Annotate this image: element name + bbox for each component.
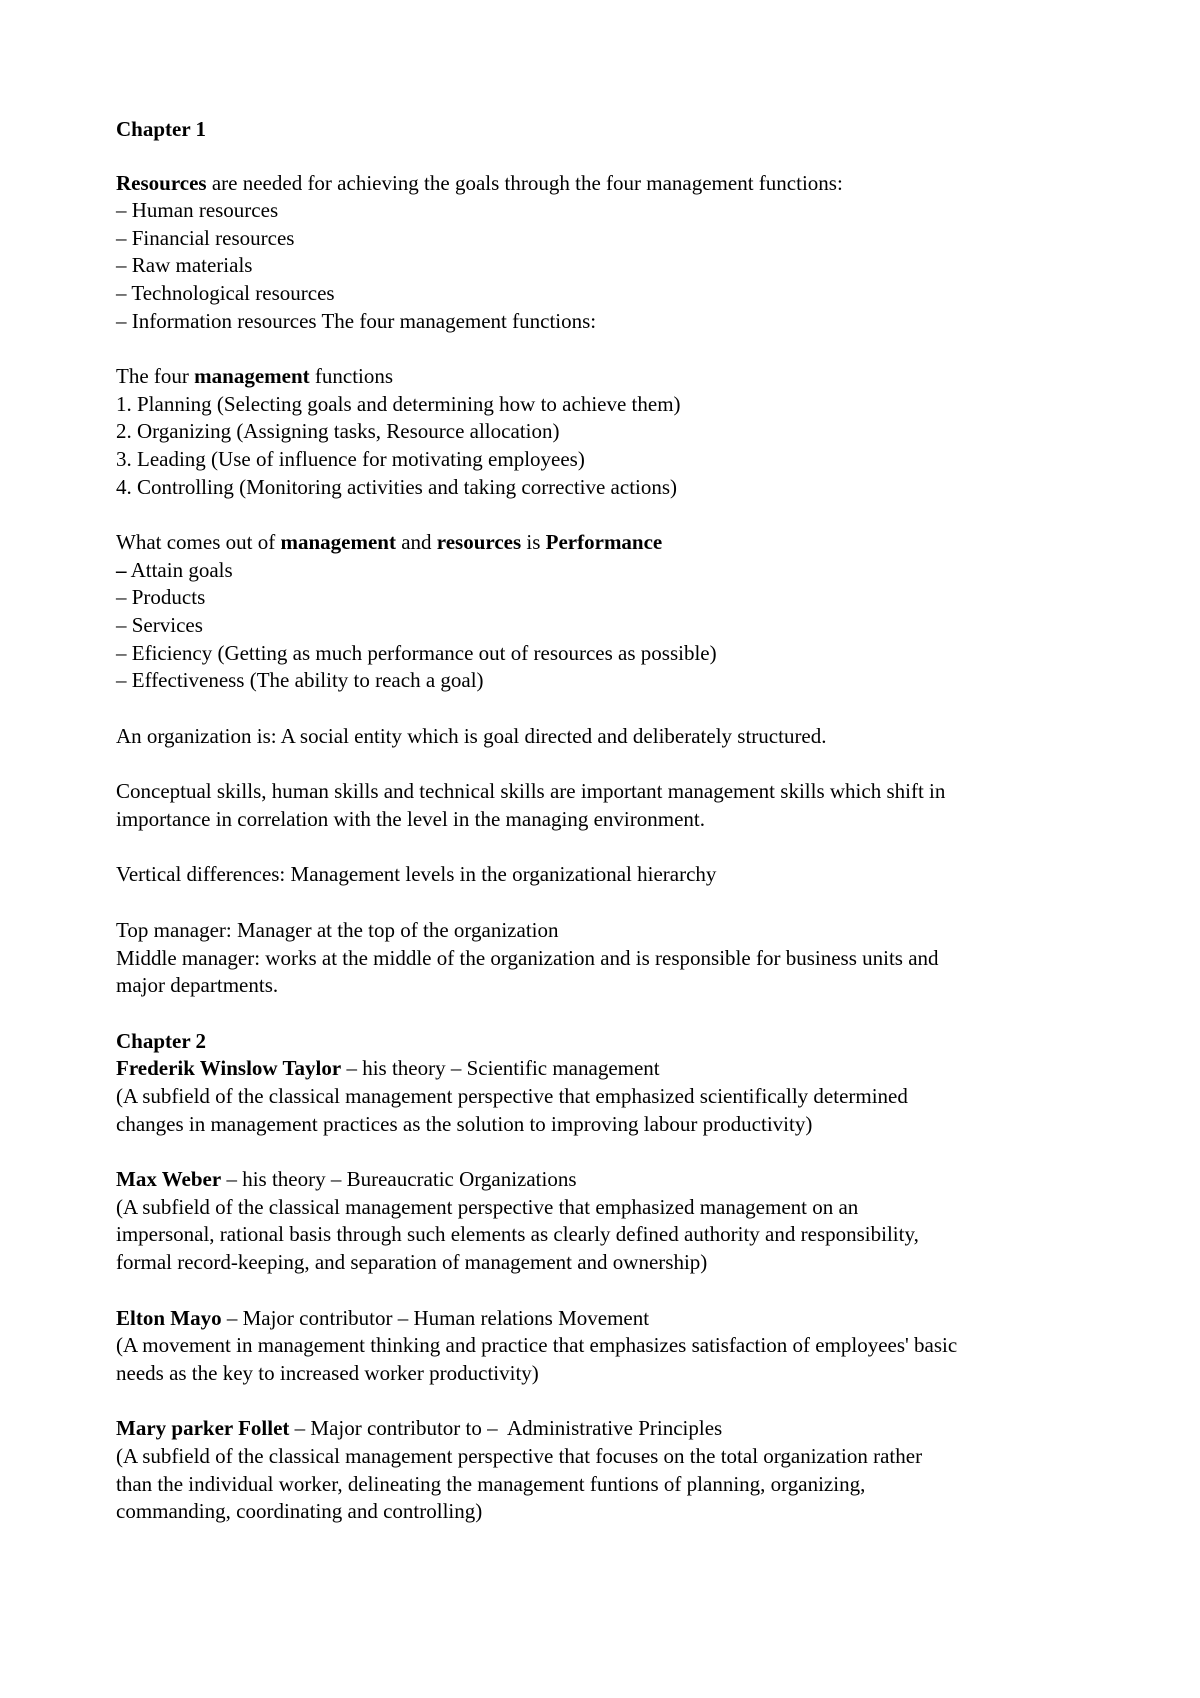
managers-line: major departments. (116, 973, 279, 998)
theorist-headline: Max Weber – his theory – Bureaucratic Organizations (116, 1167, 577, 1192)
theorist-description-line: (A subfield of the classical management perspective that focuses on the total organization rather (116, 1443, 923, 1468)
theorist-entry-taylor (116, 1055, 1116, 1138)
resources-list-item: – Information resources The four management functions: (116, 308, 597, 333)
managers-line: Top manager: Manager at the top of the organization (116, 918, 559, 943)
theorist-headline: Mary parker Follet – Major contributor to – Administrative Principles (116, 1416, 723, 1441)
vertical-differences: Vertical differences: Management levels in the organizational hierarchy (116, 862, 717, 887)
theorist-entry-weber (116, 1166, 1116, 1276)
managers-line: Middle manager: works at the middle of the organization and is responsible for business units and (116, 945, 939, 970)
resources-list-item: – Financial resources (116, 225, 295, 250)
performance-list-item: – Products (116, 585, 206, 610)
theorist-headline: Frederik Winslow Taylor – his theory – Scientific management (116, 1056, 660, 1081)
skills-paragraph-line: Conceptual skills, human skills and technical skills are important management skills which shift in (116, 779, 946, 804)
chapter2-heading: Chapter 2 (116, 1028, 207, 1053)
theorist-description-line: than the individual worker, delineating the management funtions of planning, organizing, (116, 1471, 866, 1496)
skills-paragraph-line: importance in correlation with the level in the managing environment. (116, 806, 705, 831)
resources-intro: Resources are needed for achieving the goals through the four management functions: (116, 170, 843, 195)
functions-list-item: 4. Controlling (Monitoring activities and taking corrective actions) (116, 474, 678, 499)
theorist-description-line: (A subfield of the classical management perspective that emphasized management on an (116, 1194, 859, 1219)
resources-list-item: – Raw materials (116, 253, 253, 278)
performance-list-item: – Services (116, 612, 203, 637)
theorist-description-line: impersonal, rational basis through such elements as clearly defined authority and responsibility, (116, 1222, 919, 1247)
theorist-entry-mayo (116, 1305, 1116, 1388)
document-page (116, 116, 1116, 1526)
theorist-description-line: changes in management practices as the solution to improving labour productivity) (116, 1111, 813, 1136)
theorist-description-line: (A movement in management thinking and practice that emphasizes satisfaction of employees' basic (116, 1333, 958, 1358)
organization-definition: An organization is: A social entity which is goal directed and deliberately structured. (116, 723, 827, 748)
functions-intro: The four management functions (116, 364, 394, 389)
functions-list-item: 2. Organizing (Assigning tasks, Resource allocation) (116, 419, 560, 444)
theorist-description-line: formal record-keeping, and separation of management and ownership) (116, 1250, 708, 1274)
resources-list-item: – Human resources (116, 198, 279, 223)
theorist-description-line: needs as the key to increased worker productivity) (116, 1360, 539, 1385)
performance-list-item: – Effectiveness (The ability to reach a goal) (116, 668, 484, 693)
functions-list-item: 3. Leading (Use of influence for motivating employees) (116, 446, 585, 471)
performance-intro: What comes out of management and resources is Performance (116, 530, 663, 555)
theorist-name: Max Weber (116, 1167, 222, 1192)
theorist-name: Elton Mayo (116, 1305, 222, 1330)
chapter1-heading: Chapter 1 (116, 117, 207, 141)
performance-list-item: – Attain goals (116, 557, 233, 582)
theorist-headline: Elton Mayo – Major contributor – Human relations Movement (116, 1305, 650, 1330)
resources-term: Resources (116, 170, 207, 195)
theorist-description-line: (A subfield of the classical management perspective that emphasized scientifically determined (116, 1084, 908, 1109)
resources-list-item: – Technological resources (116, 280, 335, 305)
theorist-entry-follet (116, 1415, 1116, 1525)
performance-list-item: – Eficiency (Getting as much performance out of resources as possible) (116, 640, 717, 665)
theorist-description-line: commanding, coordinating and controlling) (116, 1499, 483, 1524)
theorist-name: Mary parker Follet (116, 1416, 290, 1441)
theorist-name: Frederik Winslow Taylor (116, 1056, 342, 1081)
functions-list-item: 1. Planning (Selecting goals and determining how to achieve them) (116, 391, 681, 416)
